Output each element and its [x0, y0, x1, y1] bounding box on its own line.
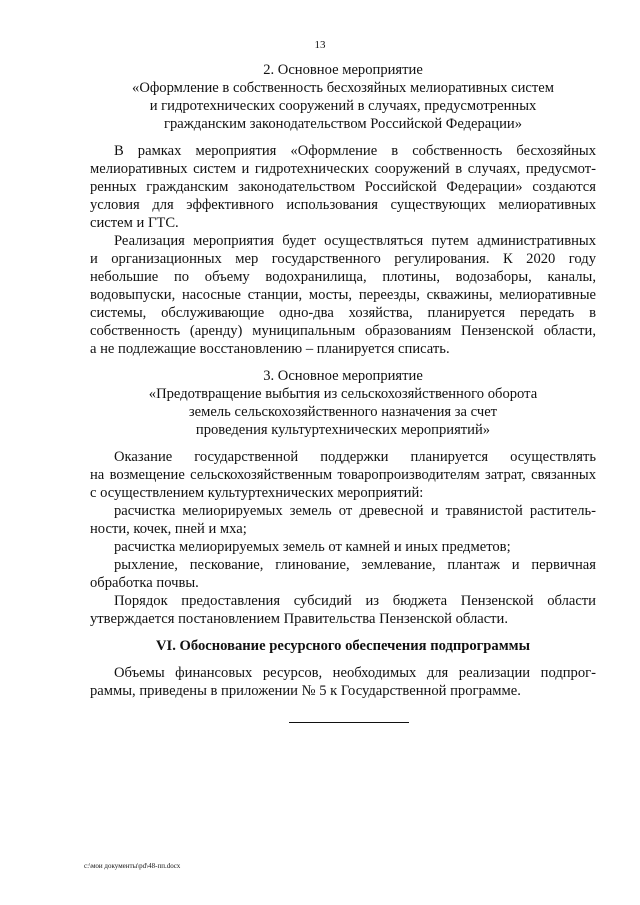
- section2-para2-line-6: собственность (аренду) муниципальным образованиям Пензенской области,: [90, 323, 596, 339]
- section2-para1-line-2: мелиоративных систем и гидротехнических сооружений в случаях, предусмот-: [90, 161, 596, 177]
- section6-para-line-1: Объемы финансовых ресурсов, необходимых для реализации подпрог-: [114, 665, 596, 681]
- section2-para1-line-1: В рамках мероприятия «Оформление в собственность бесхозяйных: [114, 143, 596, 159]
- section2-para2-line-4: водовыпуски, насосные станции, мосты, переезды, скважины, мелиоративные: [90, 287, 596, 303]
- section2-heading-line-2: «Оформление в собственность бесхозяйных мелиоративных систем: [132, 80, 554, 96]
- page-number: 13: [314, 39, 326, 51]
- section6-para-line-2: раммы, приведены в приложении № 5 к Государственной программе.: [90, 683, 521, 699]
- section2-para1-line-4: условия для эффективного использования существующих мелиоративных: [90, 197, 596, 213]
- section3-para1-line-3: с осуществлением культуртехнических мероприятий:: [90, 485, 424, 501]
- section3-para1-line-1: Оказание государственной поддержки планируется осуществлять: [114, 449, 596, 465]
- section3-heading-line-4: проведения культуртехнических мероприятий»: [195, 422, 491, 438]
- section3-item3-line-2: обработка почвы.: [90, 575, 199, 591]
- section3-item2: расчистка мелиорируемых земель от камней и иных предметов;: [114, 539, 511, 555]
- end-divider: [289, 722, 409, 723]
- section2-para2-line-1: Реализация мероприятия будет осуществляться путем административных: [114, 233, 596, 249]
- section2-heading-line-3: и гидротехнических сооружений в случаях, предусмотренных: [149, 98, 537, 114]
- section3-para2-line-1: Порядок предоставления субсидий из бюджета Пензенской области: [114, 593, 596, 609]
- footer-file-path: c:\мои документы\pd\48-пп.docx: [84, 862, 181, 870]
- section3-para1-line-2: на возмещение сельскохозяйственным товаропроизводителям затрат, связанных: [90, 467, 596, 483]
- section2-para2-line-2: и организационных мер государственного регулирования. К 2020 году: [90, 251, 596, 267]
- section2-para2-line-5: системы, обслуживающие одно-два хозяйства, планируется передать в: [90, 305, 596, 321]
- section6-heading: VI. Обоснование ресурсного обеспечения подпрограммы: [156, 638, 530, 654]
- section2-para2-line-7: а не подлежащие восстановлению – планируется списать.: [90, 341, 450, 357]
- section3-heading-line-2: «Предотвращение выбытия из сельскохозяйственного оборота: [148, 386, 538, 402]
- section2-para2-line-3: небольшие по объему водохранилища, плотины, водозаборы, каналы,: [90, 269, 596, 285]
- section3-heading-line-1: 3. Основное мероприятие: [263, 368, 423, 384]
- section2-para1-line-3: ренных гражданским законодательством Российской Федерации» создаются: [90, 179, 596, 195]
- section3-item3-line-1: рыхление, пескование, глинование, землевание, плантаж и первичная: [114, 557, 596, 573]
- section2-heading-line-1: 2. Основное мероприятие: [263, 62, 423, 78]
- section2-heading-line-4: гражданским законодательством Российской Федерации»: [163, 116, 523, 132]
- section2-para1-line-5: систем и ГТС.: [90, 215, 179, 231]
- section3-para2-line-2: утверждается постановлением Правительства Пензенской области.: [90, 611, 509, 627]
- section3-heading-line-3: земель сельскохозяйственного назначения за счет: [188, 404, 498, 420]
- section3-item1-line-1: расчистка мелиорируемых земель от древесной и травянистой раститель-: [114, 503, 596, 519]
- section3-item1-line-2: ности, кочек, пней и мха;: [90, 521, 247, 537]
